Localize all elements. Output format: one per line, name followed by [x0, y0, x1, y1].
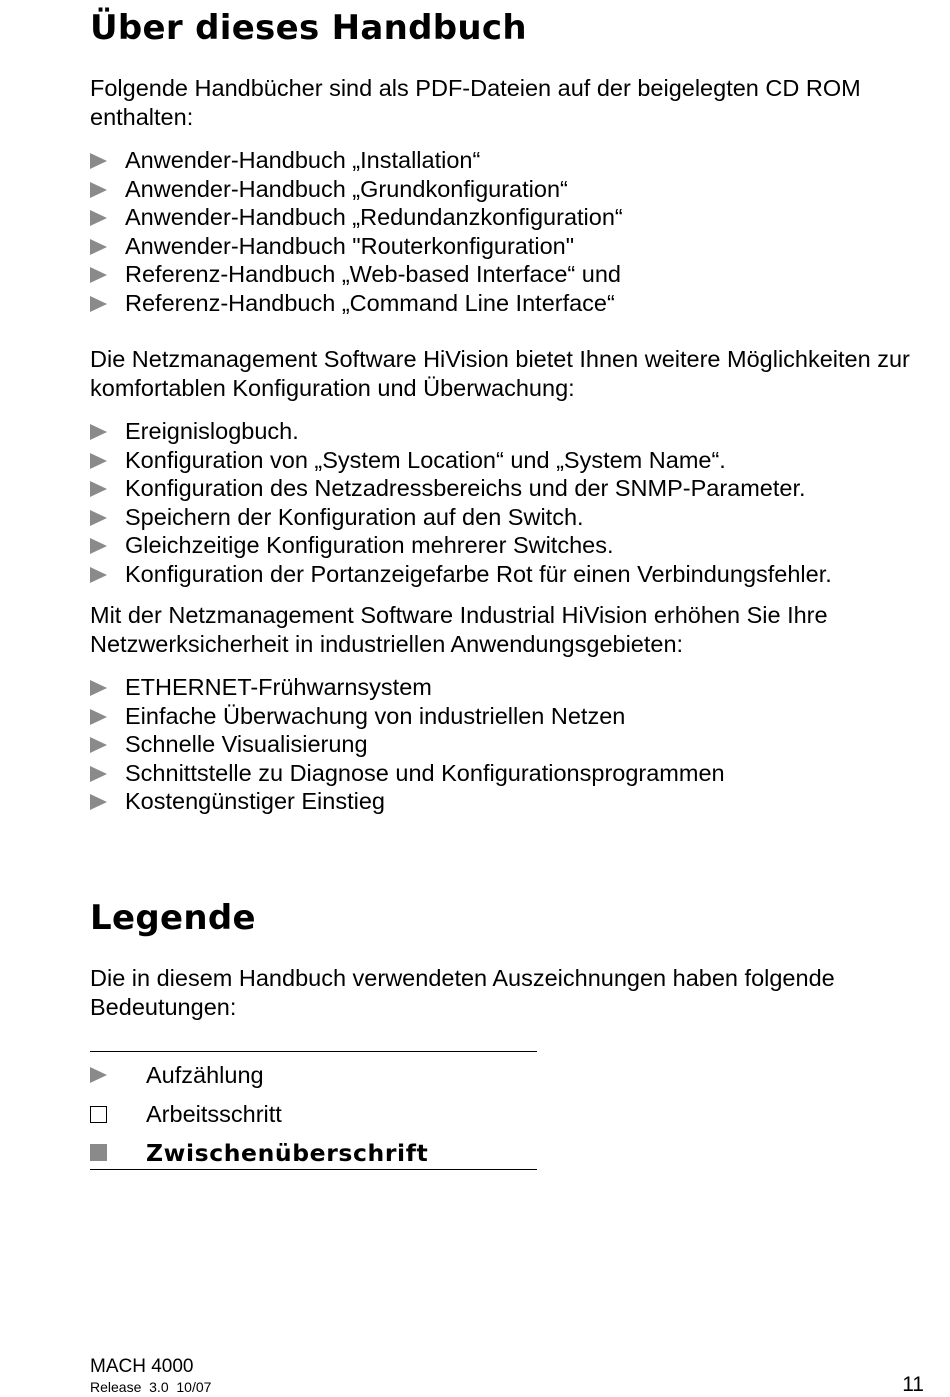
list-item: Ereignislogbuch. [90, 417, 832, 446]
arrow-icon [90, 239, 107, 255]
legend-top-rule [90, 1051, 537, 1052]
arrow-icon [90, 567, 107, 583]
hivision-intro: Die Netzmanagement Software HiVision bietet Ihnen weitere Möglichkeiten zur komfortablen Konfiguration und Überwachung: [90, 346, 910, 401]
arrow-icon [90, 794, 107, 810]
list-item: Kostengünstiger Einstieg [90, 787, 725, 816]
page-number: 11 [902, 1373, 924, 1396]
legend-row-subheading [90, 1139, 540, 1169]
manuals-list [90, 146, 623, 318]
empty-square-icon [90, 1106, 107, 1123]
footer-product: MACH 4000 [90, 1356, 194, 1377]
legend-intro: Die in diesem Handbuch verwendeten Auszeichnungen haben folgende Bedeutungen: [90, 965, 835, 1020]
arrow-icon [90, 210, 107, 226]
list-item: Schnelle Visualisierung [90, 730, 725, 759]
footer-release: Release 3.0 10/07 [90, 1379, 212, 1395]
arrow-icon [90, 153, 107, 169]
arrow-icon [90, 296, 107, 312]
list-item: Einfache Überwachung von industriellen Netzen [90, 702, 725, 731]
list-item: Schnittstelle zu Diagnose und Konfigurationsprogrammen [90, 759, 725, 788]
hivision-list [90, 417, 832, 589]
list-item: Anwender-Handbuch "Routerkonfiguration" [90, 232, 623, 261]
arrow-icon [90, 766, 107, 782]
arrow-icon [90, 510, 107, 526]
arrow-icon [90, 1067, 107, 1083]
arrow-icon [90, 453, 107, 469]
list-item: Referenz-Handbuch „Web-based Interface“ und [90, 260, 623, 289]
arrow-icon [90, 680, 107, 696]
list-item: Konfiguration von „System Location“ und „System Name“. [90, 446, 832, 475]
section-heading-about: Über dieses Handbuch [90, 8, 527, 48]
legend-label: Zwischenüberschrift [146, 1139, 429, 1167]
legend-row-enumeration [90, 1061, 540, 1091]
section-heading-legend: Legende [90, 898, 256, 938]
list-item: Konfiguration des Netzadressbereichs und der SNMP-Parameter. [90, 474, 832, 503]
filled-square-icon [90, 1144, 107, 1161]
list-item: Anwender-Handbuch „Installation“ [90, 146, 623, 175]
list-item: Referenz-Handbuch „Command Line Interface“ [90, 289, 623, 318]
industrial-hivision-list [90, 673, 725, 816]
arrow-icon [90, 267, 107, 283]
manuals-intro: Folgende Handbücher sind als PDF-Dateien auf der beigelegten CD ROM enthalten: [90, 75, 861, 130]
list-item: Konfiguration der Portanzeigefarbe Rot für einen Verbindungsfehler. [90, 560, 832, 589]
list-item: Gleichzeitige Konfiguration mehrerer Switches. [90, 531, 832, 560]
legend-row-work-step [90, 1100, 540, 1130]
arrow-icon [90, 737, 107, 753]
legend-bottom-rule [90, 1169, 537, 1170]
list-item: ETHERNET-Frühwarnsystem [90, 673, 725, 702]
legend-label: Aufzählung [146, 1062, 264, 1088]
list-item: Anwender-Handbuch „Redundanzkonfiguration“ [90, 203, 623, 232]
industrial-hivision-intro: Mit der Netzmanagement Software Industrial HiVision erhöhen Sie Ihre Netzwerksicherheit in industriellen Anwendungsgebieten: [90, 602, 828, 657]
list-item: Speichern der Konfiguration auf den Switch. [90, 503, 832, 532]
arrow-icon [90, 709, 107, 725]
arrow-icon [90, 182, 107, 198]
arrow-icon [90, 481, 107, 497]
legend-label: Arbeitsschritt [146, 1101, 282, 1127]
arrow-icon [90, 424, 107, 440]
list-item: Anwender-Handbuch „Grundkonfiguration“ [90, 175, 623, 204]
arrow-icon [90, 538, 107, 554]
